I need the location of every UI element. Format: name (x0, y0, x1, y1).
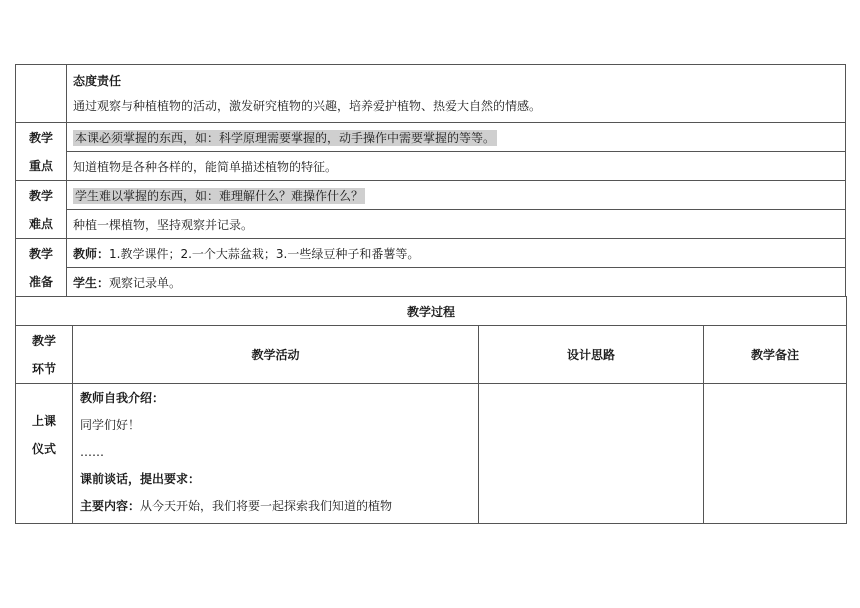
activity-cell (73, 384, 479, 524)
difficulties-note-cell (67, 181, 846, 210)
student-prep-text: 观察记录单。 (109, 275, 182, 290)
key-points-note: 本课必须掌握的东西，如：科学原理需要掌握的，动手操作中需要掌握的等等。 (75, 130, 496, 145)
difficulties-text: 种植一棵植物，坚持观察并记录。 (67, 210, 846, 239)
design-cell (479, 384, 704, 524)
greeting-text: 同学们好！ (80, 418, 141, 432)
attitude-title: 态度责任 (73, 73, 122, 88)
talk-heading: 课前谈话，提出要求： (80, 472, 201, 486)
activity-header: 教学活动 (73, 326, 479, 384)
ellipsis-text: …… (80, 445, 104, 459)
section-header: 教学 环节 (16, 326, 73, 384)
attitude-text: 通过观察与种植植物的活动，激发研究植物的兴趣，培养爱护植物、热爱大自然的情感。 (73, 98, 542, 113)
difficulties-note: 学生难以掌握的东西，如：难理解什么？难操作什么？ (75, 188, 364, 203)
process-title: 教学过程 (16, 297, 847, 326)
teacher-prep-label: 教师： (73, 246, 110, 261)
key-points-text: 知道植物是各种各样的，能简单描述植物的特征。 (67, 152, 846, 181)
teacher-prep-text: 1.教学课件；2.一个大蒜盆栽；3.一些绿豆种子和番薯等。 (109, 246, 420, 261)
difficulties-label: 教学 难点 (16, 181, 67, 239)
section-cell: 上课 仪式 (16, 384, 73, 524)
design-header: 设计思路 (479, 326, 704, 384)
teaching-process-table (15, 296, 847, 524)
main-content-text: 从今天开始，我们将要一起探索我们知道的植物 (140, 499, 393, 513)
preparation-label: 教学 准备 (16, 239, 67, 297)
key-points-label: 教学 重点 (16, 123, 67, 181)
empty-label-cell (16, 65, 67, 123)
student-prep-label: 学生： (73, 275, 110, 290)
notes-header: 教学备注 (704, 326, 847, 384)
main-content-label: 主要内容： (80, 499, 141, 513)
intro-heading: 教师自我介绍： (80, 391, 165, 405)
attitude-cell (67, 65, 846, 123)
student-prep-cell (67, 268, 846, 297)
key-points-note-cell (67, 123, 846, 152)
lesson-info-table (15, 64, 846, 297)
notes-cell (704, 384, 847, 524)
main-content (80, 493, 478, 520)
teacher-prep-cell (67, 239, 846, 268)
